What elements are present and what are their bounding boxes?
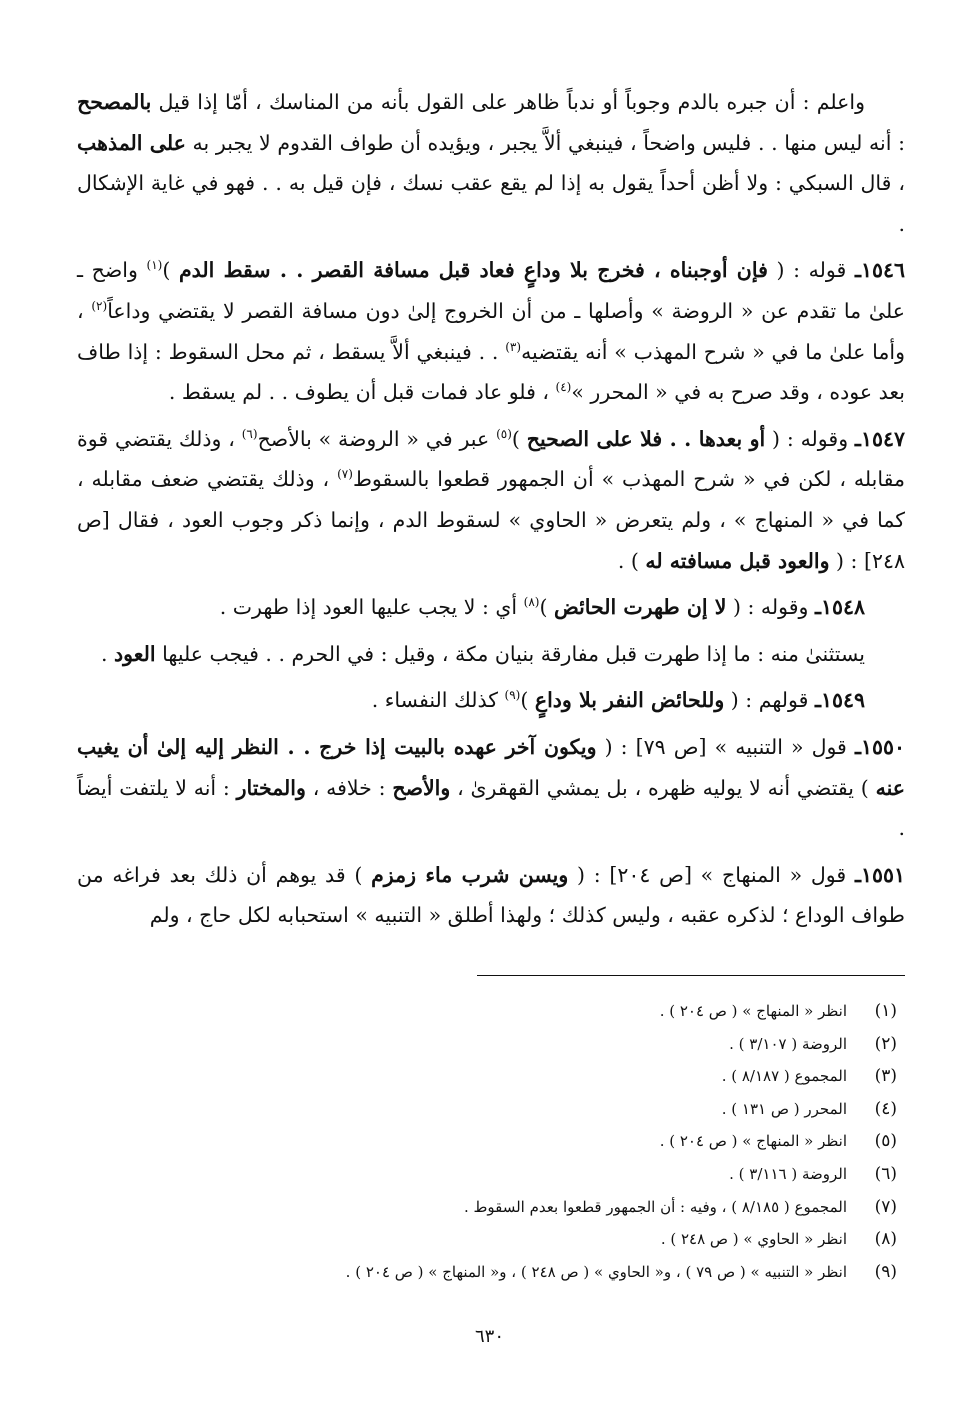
entry-number: ١٥٥١ـ (854, 862, 905, 887)
footnote-ref: (٩) (504, 688, 521, 703)
footnote-number: (٨) (874, 1229, 897, 1250)
text-run: . (101, 641, 115, 666)
text-run: ) (520, 688, 535, 713)
paragraph-1549 (77, 680, 905, 721)
text-run: : أنه لا يلتفت أيضاً . (77, 775, 905, 841)
quoted-text: أو بعدها . . فلا على الصحيح (526, 426, 766, 451)
footnote-item (77, 1256, 905, 1289)
footnote-ref: (٥) (496, 426, 512, 441)
footnote-number: (٧) (874, 1196, 897, 1217)
entry-number: ١٥٤٨ـ (814, 595, 865, 620)
footnote-text: انظر « التنبيه » ( ص ٧٩ ) ، و« الحاوي » ( ص ٢٤٨ ) ، و« المنهاج » ( ص ٢٠٤ ) . (345, 1262, 847, 1281)
text-run: واعلم : أن جبره بالدم وجوباً أو ندباً ظاهر على القول بأنه من المناسك ، أمّا إذا قيل (151, 90, 865, 114)
footnote-text: المجموع ( ٨/١٨٥ ) ، وفيه : أن الجمهور قطعوا بعدم السقوط . (463, 1197, 847, 1216)
text-run: ، فلو عاد فمات قبل أن يطوف . . لم يسقط . (168, 380, 556, 405)
footnote-item (77, 1060, 905, 1093)
footnote-ref: (٢) (91, 299, 108, 314)
text-run: عبر في « الروضة » بالأصح (257, 426, 497, 451)
text-run: واضح ـ علىٰ ما تقدم عن « الروضة » وأصلها ـ من أن الخروج إلىٰ دون مسافة القصر لا يقتضي وداعاً (77, 258, 905, 323)
paragraph-1548-note (77, 634, 905, 675)
footnote-item (77, 1093, 905, 1126)
quoted-text: وللحائض النفر بلا وداعٍ (534, 688, 725, 713)
paragraph-1546 (77, 250, 905, 412)
footnote-number: (٣) (874, 1066, 897, 1087)
text-run: ، وذلك يقتضي ضعف مقابله ، كما في « المنهاج » ، ولم يتعرض « الحاوي » لسقوط الدم ، وإنما ذكر وجوب العود ، فقال [ص ٢٤٨] : ( (77, 467, 905, 573)
bold-term: على المذهب (77, 130, 186, 155)
entry-number: ١٥٤٩ـ (814, 688, 865, 713)
quoted-text: لا إن طهرت الحائض (553, 595, 727, 620)
text-run: ) (539, 595, 554, 620)
text-run: ) (511, 426, 527, 451)
bold-term: العود (114, 641, 156, 666)
entry-number: ١٥٥٠ـ (854, 734, 905, 759)
text-run: قولهم : ( (724, 688, 815, 713)
footnote-text: انظر « المنهاج » ( ص ٢٠٤ ) . (659, 1002, 847, 1020)
footnote-ref: (٦) (241, 426, 258, 441)
footnote-divider (477, 975, 905, 976)
footnote-text: انظر « المنهاج » ( ص ٢٠٤ ) . (659, 1132, 847, 1151)
bold-term: والأصح (392, 775, 451, 800)
footnote-number: (٢) (874, 1033, 897, 1054)
footnote-number: (٥) (874, 1131, 897, 1152)
footnote-ref: (٣) (505, 339, 522, 354)
text-run: ) (162, 258, 179, 283)
text-run: وقوله : ( (726, 595, 815, 620)
footnote-text: انظر « الحاوي » ( ص ٢٤٨ ) . (660, 1230, 847, 1249)
paragraph-intro (77, 82, 905, 244)
quoted-text: فإن أوجبناه ، فخرج بلا وداعٍ فعاد قبل مسافة القصر . . سقط الدم (178, 258, 768, 283)
footnote-text: الروضة ( ٣/١١٦ ) . (729, 1164, 847, 1183)
footnote-item (77, 1028, 905, 1061)
paragraph-1547 (77, 419, 905, 581)
text-run: قوله : ( (767, 258, 855, 283)
footnote-ref: (٤) (555, 380, 572, 395)
text-run: : خلافه ، (305, 775, 393, 800)
footnote-ref: (٧) (337, 467, 353, 482)
text-run: . . فينبغي ألاَّ يسقط ، ثم محل السقوط : إذا طاف بعد عوده ، وقد صرح به في « المحرر » (77, 339, 905, 405)
text-run: كذلك النفساء . (371, 688, 505, 713)
footnotes-list (77, 995, 905, 1288)
text-run: يستثنىٰ منه : ما إذا طهرت قبل مفارقة بنيان مكة ، وقيل : في الحرم . . فيجب عليها (155, 641, 865, 666)
footnote-item (77, 995, 905, 1028)
text-run: وقوله : ( (765, 426, 855, 451)
entry-number: ١٥٤٧ـ (854, 426, 905, 451)
footnote-ref: (١) (146, 258, 163, 273)
text-run: قول « المنهاج » [ص ٢٠٤] : ( (568, 862, 855, 887)
main-text (77, 82, 905, 942)
quoted-text: والعود قبل مسافته له (645, 548, 830, 573)
footnote-number: (١) (874, 1001, 897, 1021)
footnote-text: الروضة ( ٣/١٠٧ ) . (729, 1034, 847, 1053)
text-run: ، وأما علىٰ ما في « شرح المهذب » أنه يقتضيه (77, 298, 905, 364)
footnote-item (77, 1158, 905, 1191)
text-run: : أنه ليس منها . . فليس واضحاً ، فينبغي ألاَّ يجبر ، ويؤيده أن طواف القدوم لا يجبر به (185, 130, 905, 155)
text-run: ) . (617, 548, 646, 573)
paragraph-1548 (77, 587, 905, 628)
footnote-ref: (٨) (523, 595, 540, 610)
page-number: ٦٣٠ (474, 1326, 504, 1347)
footnote-number: (٩) (874, 1261, 897, 1282)
paragraph-1551 (77, 855, 905, 936)
footnote-item (77, 1125, 905, 1158)
footnote-number: (٦) (874, 1163, 897, 1184)
entry-number: ١٥٤٦ـ (854, 258, 905, 283)
footnote-item (77, 1191, 905, 1224)
text-run: ، وذلك يقتضي قوة مقابله ، لكن في « شرح المهذب » أن الجمهور قطعوا بالسقوط (77, 426, 905, 492)
text-run: قول « التنبيه » [ص ٧٩] : ( (596, 734, 855, 759)
footnote-item (77, 1223, 905, 1256)
bold-term: والمختار (236, 775, 306, 800)
text-run: ) قد يوهم أن ذلك بعد فراغه من طواف الوداع ؛ لذكره عقبه ، وليس كذلك ؛ ولهذا أطلق « التنبيه » استحبابه لكل حاج ، ولم (77, 862, 905, 928)
quoted-text: ويكون آخر عهده بالبيت إذا خرج . . النظر إليه إلىٰ أن يغيب عنه (77, 734, 905, 800)
bold-term: بالمصحح (77, 90, 152, 114)
footnote-text: المحرر ( ص ١٣١ ) . (721, 1099, 847, 1118)
paragraph-1550 (77, 727, 905, 849)
text-run: أي : لا يجب عليها العود إذا طهرت . (219, 595, 524, 620)
footnote-text: المجموع ( ٨/١٨٧ ) . (721, 1067, 847, 1086)
footnote-number: (٤) (874, 1098, 897, 1119)
text-run: ) يقتضي أنه لا يوليه ظهره ، بل يمشي القهقرىٰ ، (450, 775, 876, 800)
text-run: ، قال السبكي : ولا أظن أحداً يقول به إذا لم يقع عقب نسك ، فإن قيل به . . فهو في غاية الإشكال . (77, 171, 905, 236)
quoted-text: ويسن شرب ماء زمزم (371, 862, 569, 887)
